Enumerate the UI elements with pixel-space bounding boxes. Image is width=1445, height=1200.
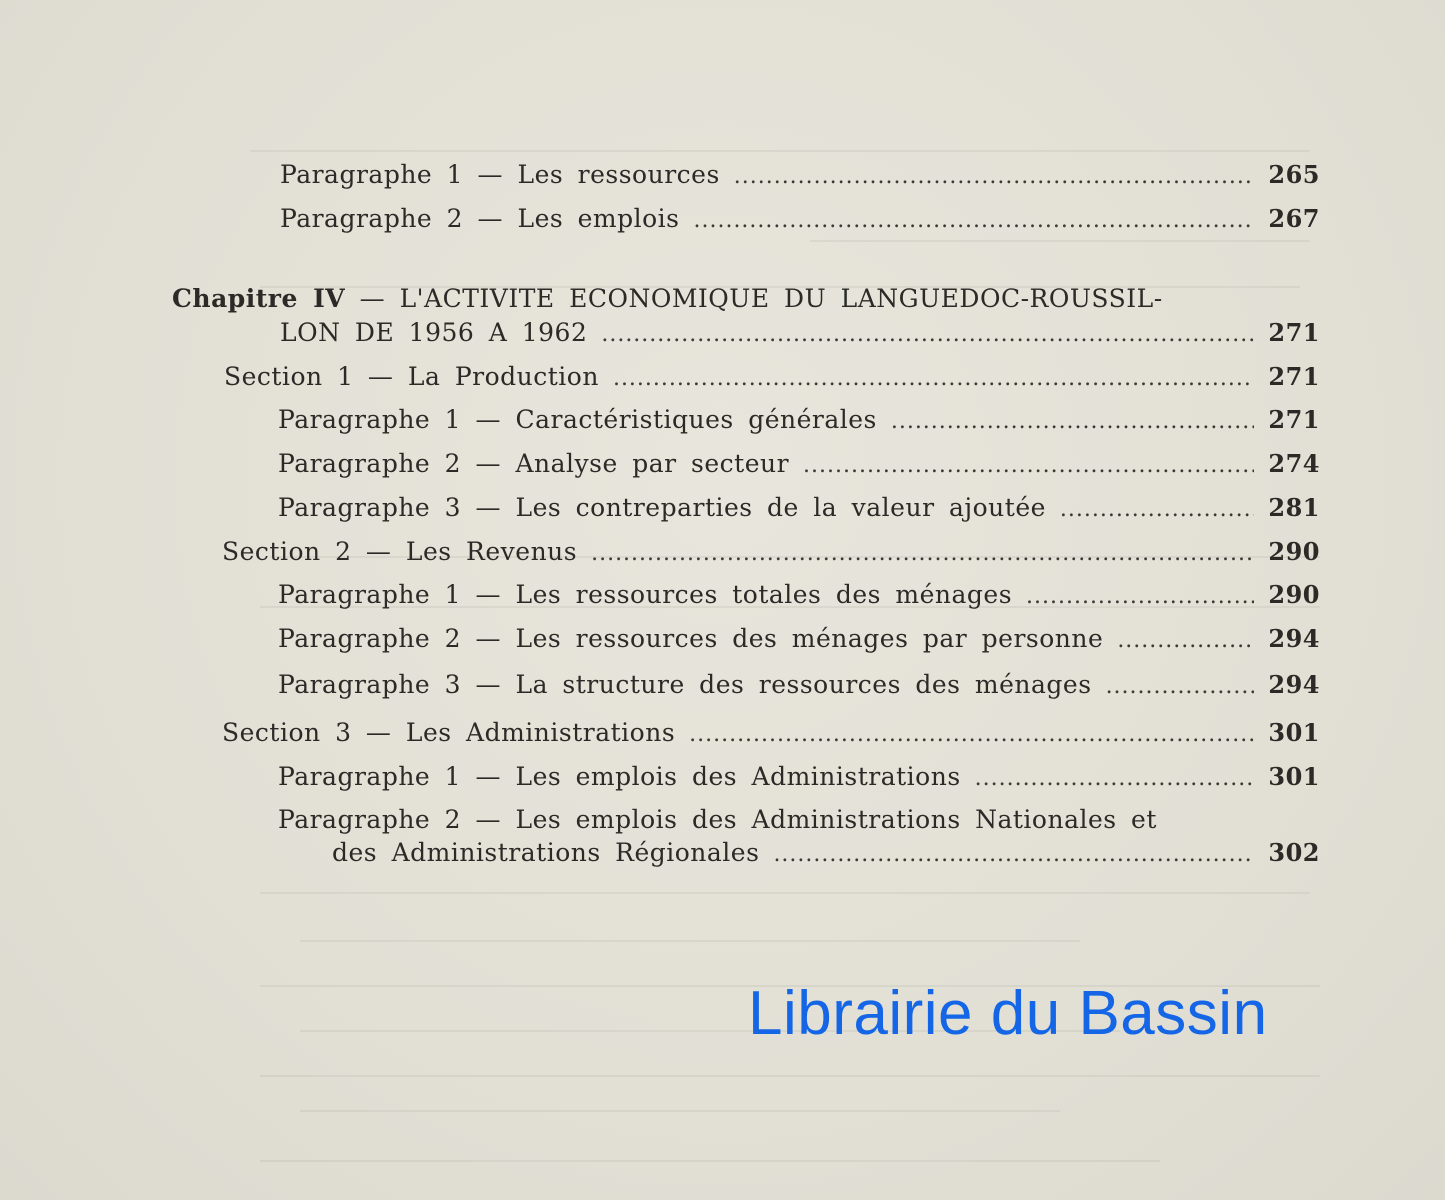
- toc-page-number: 301: [1268, 762, 1320, 791]
- toc-page-number: 294: [1268, 624, 1320, 653]
- leader-dots: [613, 366, 1254, 391]
- toc-entry: [224, 362, 1320, 391]
- toc-entry-label: Paragraphe 1 — Les ressources totales des ménages: [278, 580, 1013, 609]
- toc-entry: [332, 838, 1320, 867]
- toc-entry: [222, 537, 1320, 566]
- watermark-text: Librairie du Bassin: [748, 979, 1268, 1048]
- toc-entry: [278, 493, 1320, 522]
- toc-entry: [280, 318, 1320, 347]
- toc-entry-label: Paragraphe 2 — Les emplois des Administrations Nationales et: [278, 805, 1157, 834]
- toc-entry: [278, 580, 1320, 609]
- toc-entry-label: Section 2 — Les Revenus: [222, 537, 578, 566]
- leader-dots: [694, 208, 1254, 233]
- toc-entry: [222, 718, 1320, 747]
- toc-entry-first-line: [278, 805, 1157, 834]
- toc-entry-label: Section 3 — Les Administrations: [222, 718, 676, 747]
- toc-page-number: 271: [1268, 362, 1320, 391]
- toc-page-number: 294: [1268, 670, 1320, 699]
- leader-dots: [1026, 584, 1254, 609]
- toc-page-number: 281: [1268, 493, 1320, 522]
- toc-page-number: 271: [1268, 405, 1320, 434]
- leader-dots: [689, 722, 1254, 747]
- toc-page-number: 265: [1268, 160, 1320, 189]
- leader-dots: [1106, 674, 1254, 699]
- toc-entry: [278, 624, 1320, 653]
- leader-dots: [803, 453, 1254, 478]
- toc-page-number: 274: [1268, 449, 1320, 478]
- toc-entry: [280, 160, 1320, 189]
- chapter-title: — L'ACTIVITE ECONOMIQUE DU LANGUEDOC-ROUSSIL-: [345, 284, 1163, 313]
- toc-entry-label: LON DE 1956 A 1962: [280, 318, 588, 347]
- toc-page-number: 271: [1268, 318, 1320, 347]
- toc-page-number: 290: [1268, 537, 1320, 566]
- leader-dots: [1117, 628, 1254, 653]
- toc-entry: [278, 449, 1320, 478]
- toc-page-number: 302: [1268, 838, 1320, 867]
- toc-page-number: 267: [1268, 204, 1320, 233]
- toc-entry: [278, 762, 1320, 791]
- leader-dots: [734, 164, 1254, 189]
- toc-entry-label: Paragraphe 2 — Analyse par secteur: [278, 449, 790, 478]
- leader-dots: [601, 322, 1254, 347]
- toc-entry: [278, 670, 1320, 699]
- toc-entry-label: Section 1 — La Production: [224, 362, 599, 391]
- toc-entry: [278, 405, 1320, 434]
- chapter-number: Chapitre IV: [172, 284, 346, 313]
- toc-entry-label: des Administrations Régionales: [332, 838, 760, 867]
- toc-entry-label: Paragraphe 3 — La structure des ressources des ménages: [278, 670, 1092, 699]
- leader-dots: [773, 842, 1254, 867]
- toc-entry-label: Paragraphe 1 — Les ressources: [280, 160, 720, 189]
- leader-dots: [975, 766, 1254, 791]
- toc-entry: [280, 204, 1320, 233]
- toc-entry-label: Paragraphe 1 — Caractéristiques générales: [278, 405, 877, 434]
- toc-page-number: 301: [1268, 718, 1320, 747]
- toc-entry-label: Paragraphe 3 — Les contreparties de la valeur ajoutée: [278, 493, 1046, 522]
- toc-entry-label: Paragraphe 1 — Les emplois des Administrations: [278, 762, 961, 791]
- leader-dots: [591, 541, 1254, 566]
- toc-entry-label: Paragraphe 2 — Les ressources des ménages par personne: [278, 624, 1104, 653]
- toc-page-number: 290: [1268, 580, 1320, 609]
- leader-dots: [1060, 497, 1254, 522]
- leader-dots: [891, 409, 1254, 434]
- toc-entry-label: Paragraphe 2 — Les emplois: [280, 204, 680, 233]
- chapter-heading: [172, 284, 1163, 313]
